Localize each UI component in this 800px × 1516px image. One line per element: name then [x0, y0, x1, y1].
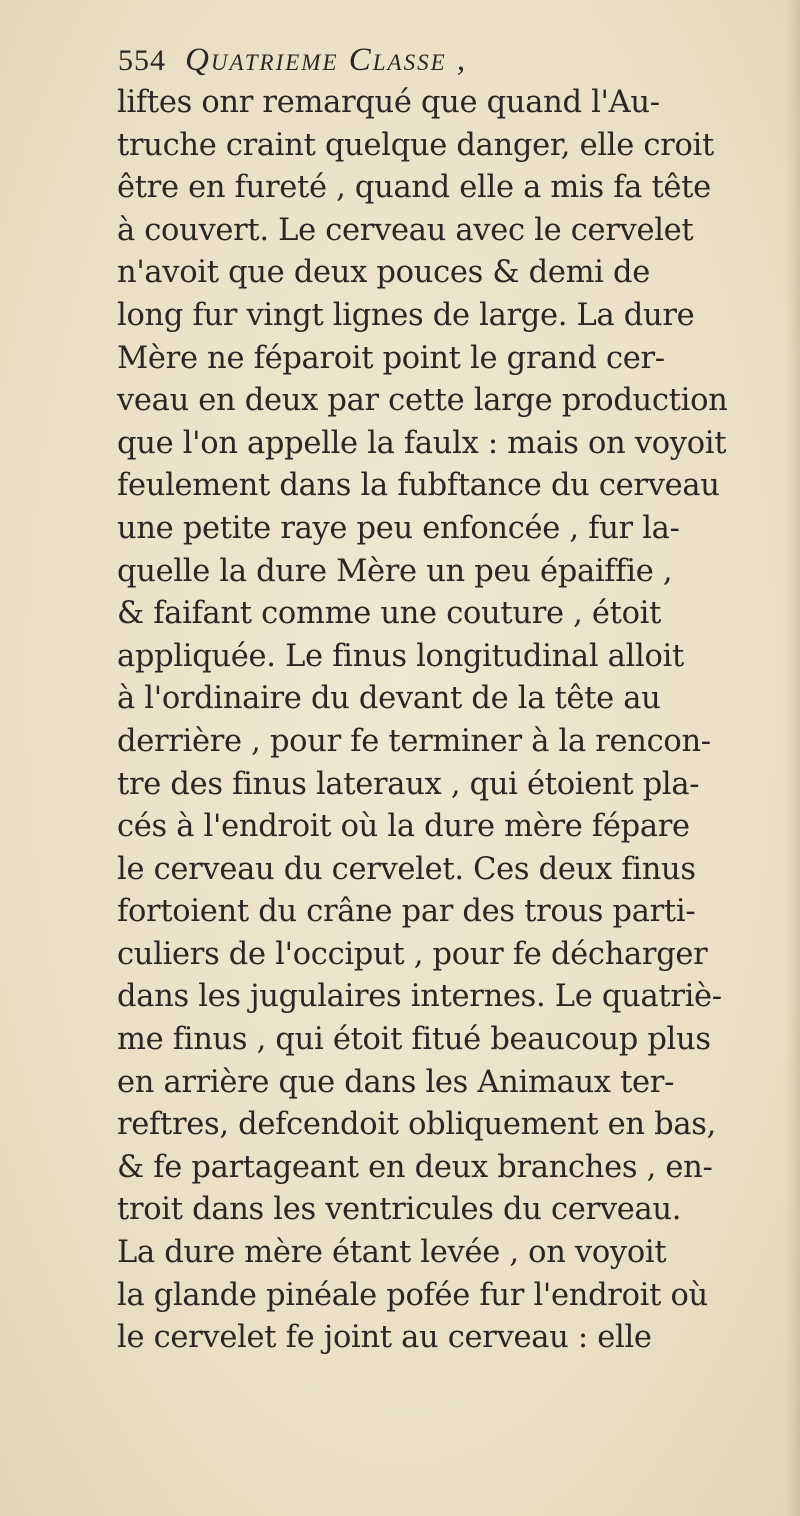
- text-line: quelle la dure Mère un peu épaiffie ,: [117, 553, 673, 589]
- text-line: me finus , qui étoit fitué beaucoup plus: [117, 1022, 711, 1058]
- text-line: le cervelet fe joint au cerveau : elle: [117, 1320, 652, 1356]
- text-line: être en fureté , quand elle a mis fa tête: [117, 170, 711, 206]
- page-edge-shadow: [786, 0, 800, 1516]
- section-title: Quatrieme Classe ,: [185, 42, 468, 78]
- text-line: fortoient du crâne par des trous parti-: [117, 894, 696, 930]
- text-line: appliquée. Le finus longitudinal alloit: [117, 638, 684, 674]
- text-line: n'avoit que deux pouces & demi de: [117, 255, 651, 291]
- text-line: le cerveau du cervelet. Ces deux finus: [117, 851, 696, 887]
- text-line: à l'ordinaire du devant de la tête au: [117, 681, 661, 717]
- text-line: reftres, defcendoit obliquement en bas,: [117, 1107, 717, 1143]
- text-line: & faifant comme une couture , étoit: [117, 596, 662, 632]
- text-line: tre des finus lateraux , qui étoient pla-: [117, 766, 700, 802]
- text-line: feulement dans la fubftance du cerveau: [117, 468, 720, 504]
- text-line: long fur vingt lignes de large. La dure: [117, 297, 695, 333]
- text-line: dans les jugulaires internes. Le quatriè-: [117, 979, 722, 1015]
- text-line: Mère ne féparoit point le grand cer-: [117, 340, 665, 376]
- text-line: la glande pinéale pofée fur l'endroit où: [117, 1277, 708, 1313]
- text-line: cés à l'endroit où la dure mère fépare: [117, 809, 690, 845]
- body-text: [117, 82, 797, 1360]
- text-line: & fe partageant en deux branches , en-: [117, 1149, 713, 1185]
- text-line: veau en deux par cette large production: [117, 383, 728, 419]
- text-line: en arrière que dans les Animaux ter-: [117, 1064, 675, 1100]
- text-line: derrière , pour fe terminer à la rencon-: [117, 723, 711, 759]
- text-line: troit dans les ventricules du cerveau.: [117, 1192, 682, 1228]
- text-line: culiers de l'occiput , pour fe décharger: [117, 936, 708, 972]
- text-line: que l'on appelle la faulx : mais on voyoit: [117, 425, 727, 461]
- text-line: La dure mère étant levée , on voyoit: [117, 1235, 667, 1271]
- page-number: 554: [118, 44, 166, 77]
- text-line: à couvert. Le cerveau avec le cervelet: [117, 212, 694, 248]
- text-line: liftes onr remarqué que quand l'Au-: [117, 85, 660, 120]
- text-line: truche craint quelque danger, elle croit: [117, 127, 714, 163]
- text-line: une petite raye peu enfoncée , fur la-: [117, 510, 680, 546]
